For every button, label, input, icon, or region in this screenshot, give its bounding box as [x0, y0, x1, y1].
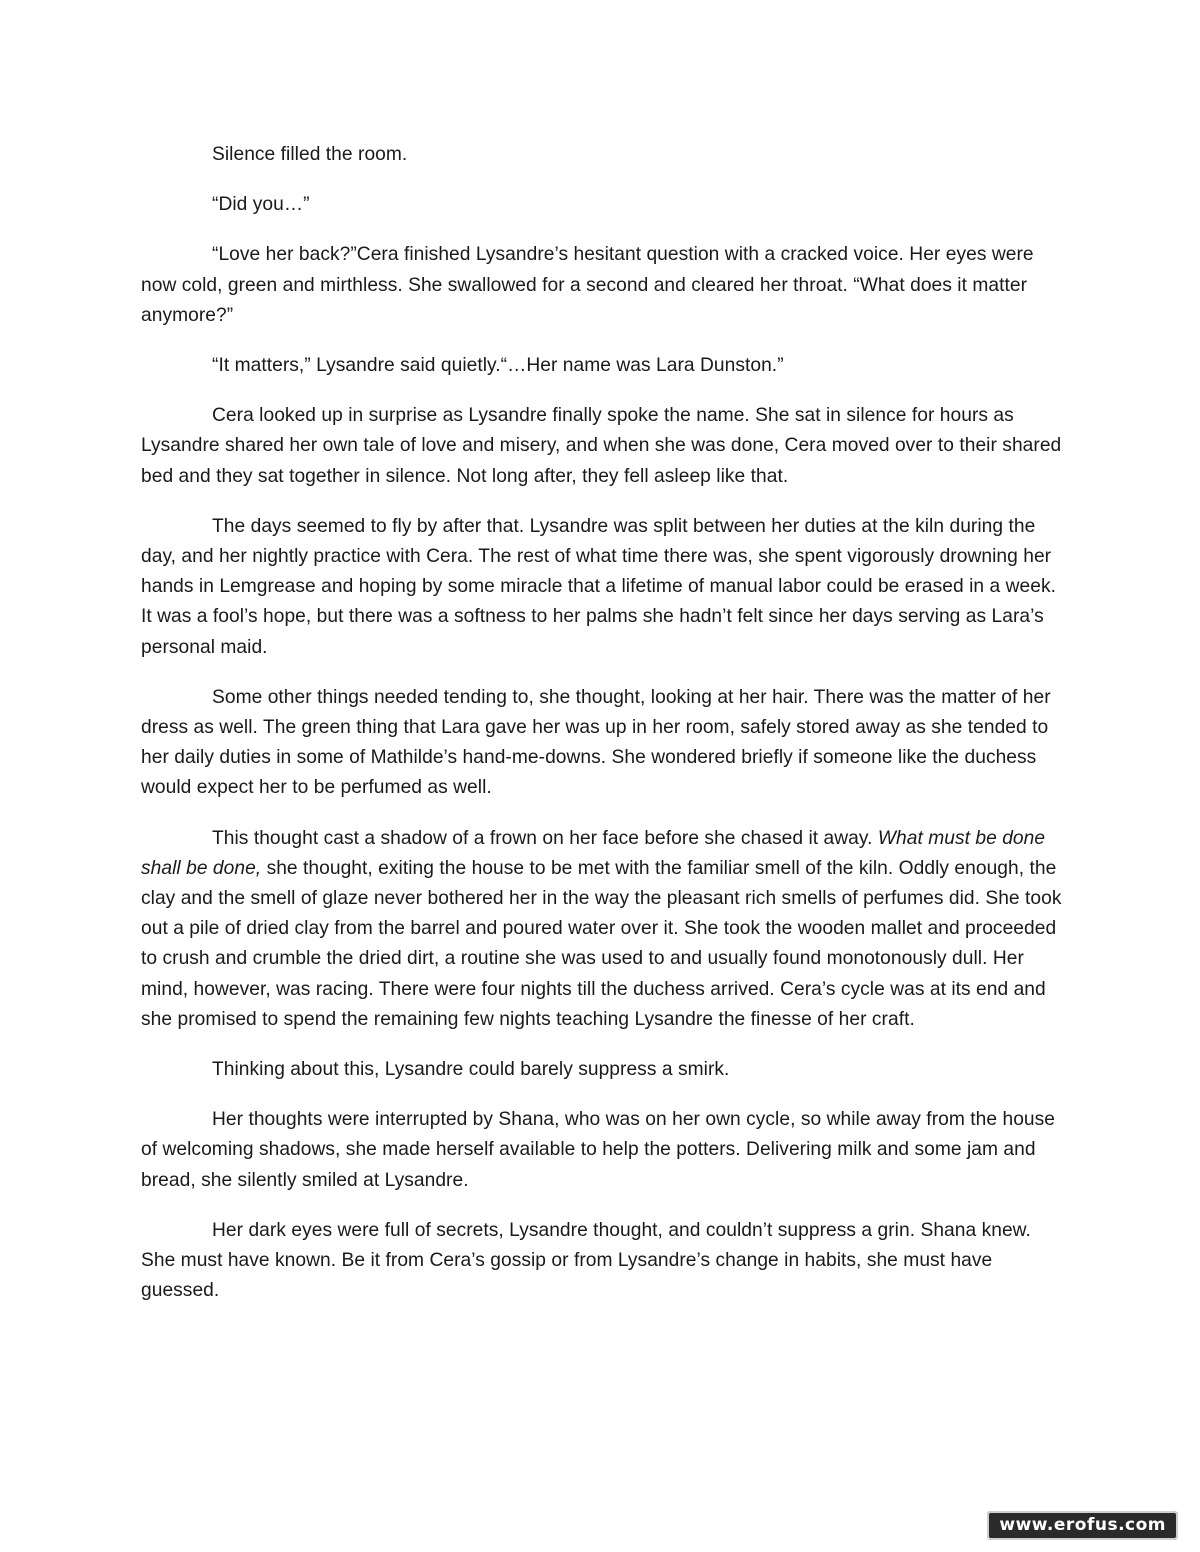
- paragraph-8-italic: What must be done shall be done,: [141, 827, 1046, 879]
- paragraph-7: Some other things needed tending to, she thought, looking at her hair. There was the matter of her dress as well. The green thing that Lara gave her was up in her room, safely stored away as she tended to her daily duties in some of Mathilde’s hand-me-downs. She wondered briefly if someone like the duchess would expect her to be perfumed as well.: [141, 686, 1051, 799]
- paragraph-1: Silence filled the room.: [212, 144, 408, 165]
- paragraph-6: The days seemed to fly by after that. Lysandre was split between her duties at the kiln during the day, and her nightly practice with Cera. The rest of what time there was, she spent vigorously drowning her hands in Lemgrease and hoping by some miracle that a lifetime of manual labor could be erased in a week. It was a fool’s hope, but there was a softness to her palms she hadn’t felt since her days serving as Lara’s personal maid.: [141, 515, 1057, 658]
- paragraph-11: Her dark eyes were full of secrets, Lysandre thought, and couldn’t suppress a grin. Shana knew. She must have known. Be it from Cera’s gossip or from Lysandre’s change in habits, she must have guessed.: [141, 1219, 1031, 1302]
- paragraph-8-rest: she thought, exiting the house to be met with the familiar smell of the kiln. Oddly enough, the clay and the smell of glaze never bothered her in the way the pleasant rich smells of perfumes did. She took out a pile of dried clay from the barrel and poured water over it. She took the wooden mallet and proceeded to crush and crumble the dried dirt, a routine she was used to and usually found monotonously dull. Her mind, however, was racing. There were four nights till the duchess arrived. Cera’s cycle was at its end and she promised to spend the remaining few nights teaching Lysandre the finesse of her craft.: [141, 857, 1062, 1030]
- paragraph-4: “It matters,” Lysandre said quietly.“…Her name was Lara Dunston.”: [212, 355, 784, 377]
- paragraph-2: “Did you…”: [212, 194, 310, 216]
- paragraph-3: “Love her back?”Cera finished Lysandre’s hesitant question with a cracked voice. Her eyes were now cold, green and mirthless. She swallowed for a second and cleared her throat. “What does it matter anymore?”: [141, 244, 1034, 326]
- watermark: www.erofus.com: [987, 1511, 1178, 1540]
- paragraph-5: Cera looked up in surprise as Lysandre finally spoke the name. She sat in silence for hours as Lysandre shared her own tale of love and misery, and when she was done, Cera moved over to their shared bed and they sat together in silence. Not long after, they fell asleep like that.: [141, 405, 1062, 487]
- paragraph-8-start: This thought cast a shadow of a frown on her face before she chased it away.: [212, 827, 878, 849]
- document-page: [141, 140, 1063, 1327]
- paragraph-10: Her thoughts were interrupted by Shana, who was on her own cycle, so while away from the house of welcoming shadows, she made herself available to help the potters. Delivering milk and some jam and bread, she silently smiled at Lysandre.: [141, 1109, 1055, 1191]
- paragraph-8: [141, 824, 1063, 1035]
- paragraph-9: Thinking about this, Lysandre could barely suppress a smirk.: [212, 1059, 730, 1081]
